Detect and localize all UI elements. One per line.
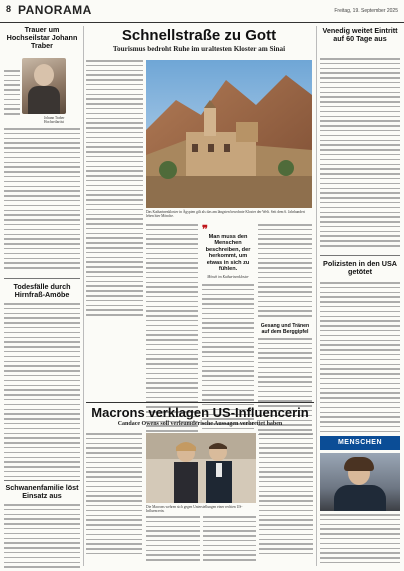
macron-photo-caption: Die Macrons wehren sich gegen Unterstellungen einer rechten US-Influencerin. xyxy=(146,505,243,514)
issue-date: Freitag, 19. September 2025 xyxy=(334,8,398,14)
article-title-polizisten: Polizisten in den USA getötet xyxy=(323,259,397,276)
text-block xyxy=(259,433,313,558)
photo-caption: Das Katharinenkloster in Ägypten gilt als das am längsten bewohnte Kloster der Welt. Seit dem 6. Jahrhundert leben hier Mönche. xyxy=(146,210,305,219)
text-block xyxy=(4,303,80,480)
text-block xyxy=(4,70,20,118)
pull-quote xyxy=(202,226,254,281)
text-block xyxy=(203,516,256,564)
left-column xyxy=(4,26,80,50)
text-block xyxy=(258,224,312,320)
article-title-schwan: Schwanenfamilie löst Einsatz aus xyxy=(5,483,79,500)
macron-photo xyxy=(146,433,256,503)
macron-photo-illustration xyxy=(146,433,256,503)
text-block xyxy=(86,433,142,558)
monastery-photo xyxy=(146,60,312,208)
text-block xyxy=(320,514,400,567)
article-title-venedig: Venedig weitet Eintritt auf 60 Tage aus xyxy=(322,26,398,43)
subhead-gesang: Gesang und Tränen auf dem Berggipfel xyxy=(260,323,310,335)
text-block xyxy=(86,60,143,319)
bottom-headline: Macrons verklagen US-Influencerin xyxy=(91,405,309,420)
page-number: 8 xyxy=(6,4,12,14)
column-rule xyxy=(316,26,317,566)
column-rule xyxy=(83,26,84,566)
menschen-photo xyxy=(320,453,400,511)
divider xyxy=(320,255,400,256)
traber-portrait xyxy=(22,58,66,114)
article-title-traber: Trauer um Hochseilstar Johann Traber xyxy=(6,25,78,50)
menschen-label: MENSCHEN xyxy=(337,439,383,446)
divider xyxy=(4,480,80,481)
quote-marks-icon: ❞ xyxy=(202,224,208,236)
main-headline: Schnellstraße zu Gott xyxy=(121,27,277,44)
portrait-caption: Johann Traber Hochseilartist xyxy=(44,116,65,125)
text-block xyxy=(320,58,400,250)
menschen-banner xyxy=(320,436,400,450)
text-block xyxy=(146,516,200,564)
quote-author: Mönch im Katharinenkloster xyxy=(207,275,249,280)
main-subhead: Tourismus bedroht Ruhe im uraltesten Kloster am Sinai xyxy=(112,45,286,53)
bottom-subhead: Candace Owens soll verleumderische Aussagen verbreitet haben xyxy=(117,421,283,427)
monastery-illustration xyxy=(146,60,312,208)
article-title-amoebe: Todesfälle durch Hirnfraß-Amöbe xyxy=(13,282,71,299)
text-block xyxy=(320,282,400,436)
quote-text: Man muss den Menschen beschreiben, der herkommt, um etwas in sich zu fühlen. xyxy=(205,234,251,273)
text-block xyxy=(4,128,80,272)
page-header xyxy=(0,0,404,23)
divider xyxy=(86,402,314,403)
divider xyxy=(4,278,80,279)
section-title: PANORAMA xyxy=(18,3,92,17)
text-block xyxy=(146,224,198,469)
text-block xyxy=(4,504,80,571)
